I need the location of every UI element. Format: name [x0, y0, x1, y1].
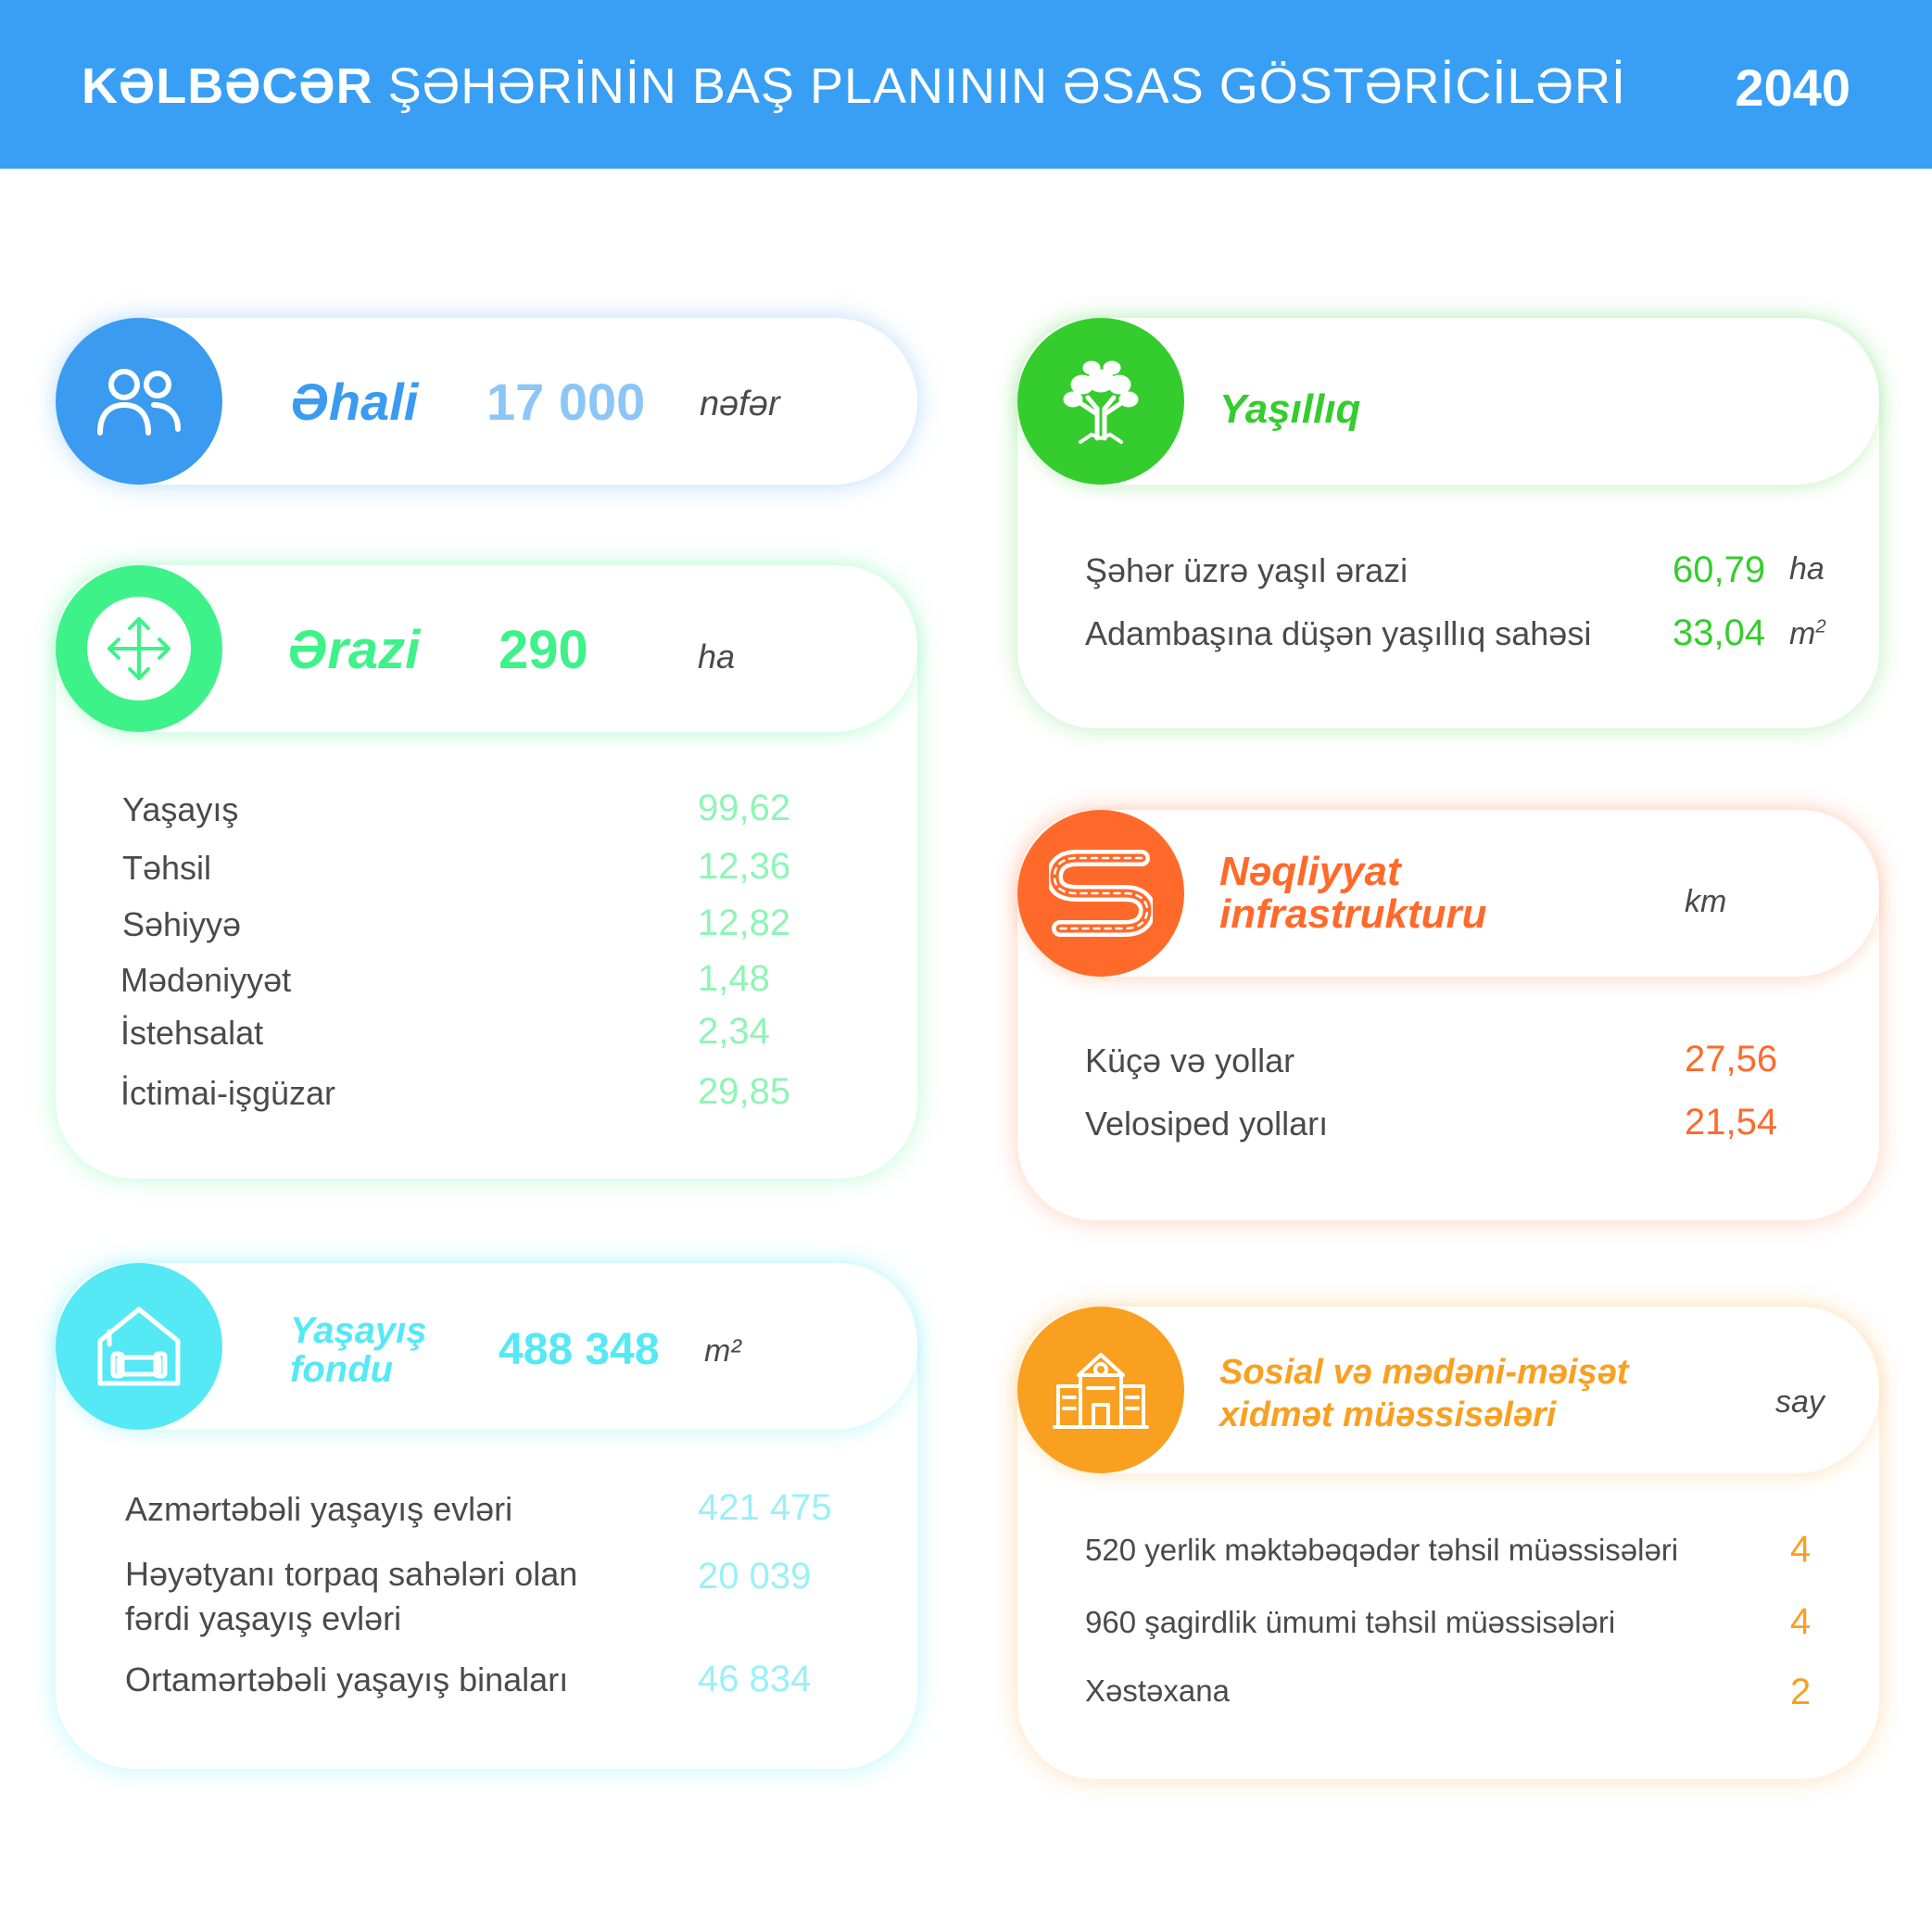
- housing-icon-circle: [56, 1263, 222, 1430]
- housing-card: [56, 1263, 917, 1769]
- area-row-label: Təhsil: [122, 849, 212, 887]
- area-value: 290: [499, 620, 588, 680]
- greenery-row-unit: ha: [1789, 551, 1825, 587]
- social-row-value: 2: [1790, 1672, 1812, 1712]
- greenery-row-label: Şəhər üzrə yaşıl ərazi: [1085, 551, 1408, 589]
- area-row-label: İctimai-işgüzar: [120, 1074, 336, 1112]
- greenery-card: [1017, 318, 1879, 728]
- area-label: Ərazi: [287, 620, 421, 680]
- greenery-row-label: Adambaşına düşən yaşıllıq sahəsi: [1085, 614, 1592, 652]
- transport-row-value: 21,54: [1685, 1102, 1778, 1143]
- greenery-unit-base: m: [1789, 616, 1816, 651]
- greenery-row-value: 33,04: [1673, 612, 1766, 653]
- greenery-row-unit: [1789, 616, 1826, 652]
- people-icon: [93, 364, 185, 438]
- plan-year: 2040: [1735, 58, 1850, 117]
- social-row-label: 520 yerlik məktəbəqədər təhsil müəssisələri: [1085, 1533, 1679, 1567]
- population-unit: nəfər: [700, 385, 780, 423]
- social-label-line1: Sosial və mədəni-məişət: [1219, 1353, 1629, 1392]
- area-unit: ha: [698, 638, 736, 676]
- greenery-row-value: 60,79: [1673, 549, 1766, 590]
- house-sofa-icon: [95, 1304, 183, 1389]
- social-label: [1219, 1351, 1628, 1436]
- title-city: KƏLBƏCƏR: [82, 58, 373, 114]
- header-banner: [0, 0, 1932, 169]
- area-icon-inner: [87, 597, 191, 701]
- area-row-value: 1,48: [698, 958, 770, 999]
- transport-label: [1219, 851, 1486, 936]
- housing-unit: m²: [704, 1333, 741, 1369]
- housing-label: [290, 1311, 427, 1389]
- housing-row-label-line2: fərdi yaşayış evləri: [125, 1599, 402, 1637]
- housing-row-label: Azmərtəbəli yaşayış evləri: [125, 1490, 513, 1528]
- area-header: [56, 565, 917, 732]
- housing-row-value: 20 039: [698, 1556, 812, 1597]
- social-row-label: Xəstəxana: [1085, 1673, 1230, 1708]
- transport-row-label: Küçə və yollar: [1085, 1042, 1295, 1080]
- housing-row-label: Ortamərtəbəli yaşayış binaları: [125, 1661, 569, 1698]
- social-icon-circle: [1017, 1307, 1184, 1473]
- area-card: [56, 565, 917, 1179]
- area-row-label: Səhiyyə: [122, 905, 242, 943]
- area-row-value: 2,34: [698, 1011, 770, 1052]
- area-icon-circle: [56, 565, 222, 732]
- population-card: [56, 318, 917, 485]
- housing-row-label: [125, 1552, 577, 1641]
- social-unit: say: [1775, 1384, 1825, 1420]
- transport-label-line1: Nəqliyyat: [1219, 849, 1401, 894]
- area-row-value: 29,85: [698, 1071, 791, 1112]
- area-row-label: İstehsalat: [120, 1014, 264, 1052]
- greenery-label: Yaşıllıq: [1219, 386, 1361, 432]
- social-row-value: 4: [1790, 1601, 1812, 1642]
- housing-row-label-line1: Həyətyanı torpaq sahələri olan: [125, 1555, 578, 1593]
- title-rest: ŞƏHƏRİNİN BAŞ PLANININ ƏSAS GÖSTƏRİCİLƏRİ: [373, 58, 1627, 114]
- housing-header: [56, 1263, 917, 1430]
- housing-row-value: 46 834: [698, 1659, 812, 1699]
- housing-label-line2: fondu: [290, 1349, 394, 1390]
- area-row-value: 12,36: [698, 846, 791, 887]
- social-row-value: 4: [1790, 1529, 1812, 1570]
- social-row-label: 960 şagirdlik ümumi təhsil müəssisələri: [1085, 1605, 1616, 1639]
- transport-row-value: 27,56: [1685, 1039, 1778, 1080]
- housing-row-value: 421 475: [698, 1487, 832, 1528]
- area-row-value: 12,82: [698, 903, 791, 943]
- transport-card: [1017, 810, 1879, 1220]
- area-row-value: 99,62: [698, 788, 791, 828]
- housing-label-line1: Yaşayış: [290, 1310, 427, 1351]
- tree-icon: [1053, 353, 1149, 449]
- greenery-unit-exponent: 2: [1815, 616, 1826, 638]
- social-card: [1017, 1307, 1879, 1779]
- road-icon: [1049, 847, 1153, 940]
- population-icon-circle: [56, 318, 222, 485]
- school-building-icon: [1053, 1347, 1149, 1433]
- transport-icon-circle: [1017, 810, 1184, 977]
- greenery-header: [1017, 318, 1879, 485]
- area-row-label: Yaşayış: [122, 790, 239, 828]
- transport-row-label: Velosiped yolları: [1085, 1105, 1329, 1143]
- greenery-icon-circle: [1017, 318, 1184, 485]
- social-header: [1017, 1307, 1879, 1473]
- transport-unit: km: [1685, 884, 1727, 919]
- housing-value: 488 348: [499, 1325, 660, 1374]
- page-title: [82, 57, 1626, 115]
- population-value: 17 000: [486, 373, 646, 431]
- population-label: Əhali: [290, 373, 419, 431]
- area-row-label: Mədəniyyət: [120, 961, 292, 999]
- transport-header: [1017, 810, 1879, 977]
- transport-label-line2: infrastrukturu: [1219, 891, 1487, 937]
- move-arrows-icon: [104, 613, 174, 684]
- social-label-line2: xidmət müəssisələri: [1219, 1395, 1557, 1434]
